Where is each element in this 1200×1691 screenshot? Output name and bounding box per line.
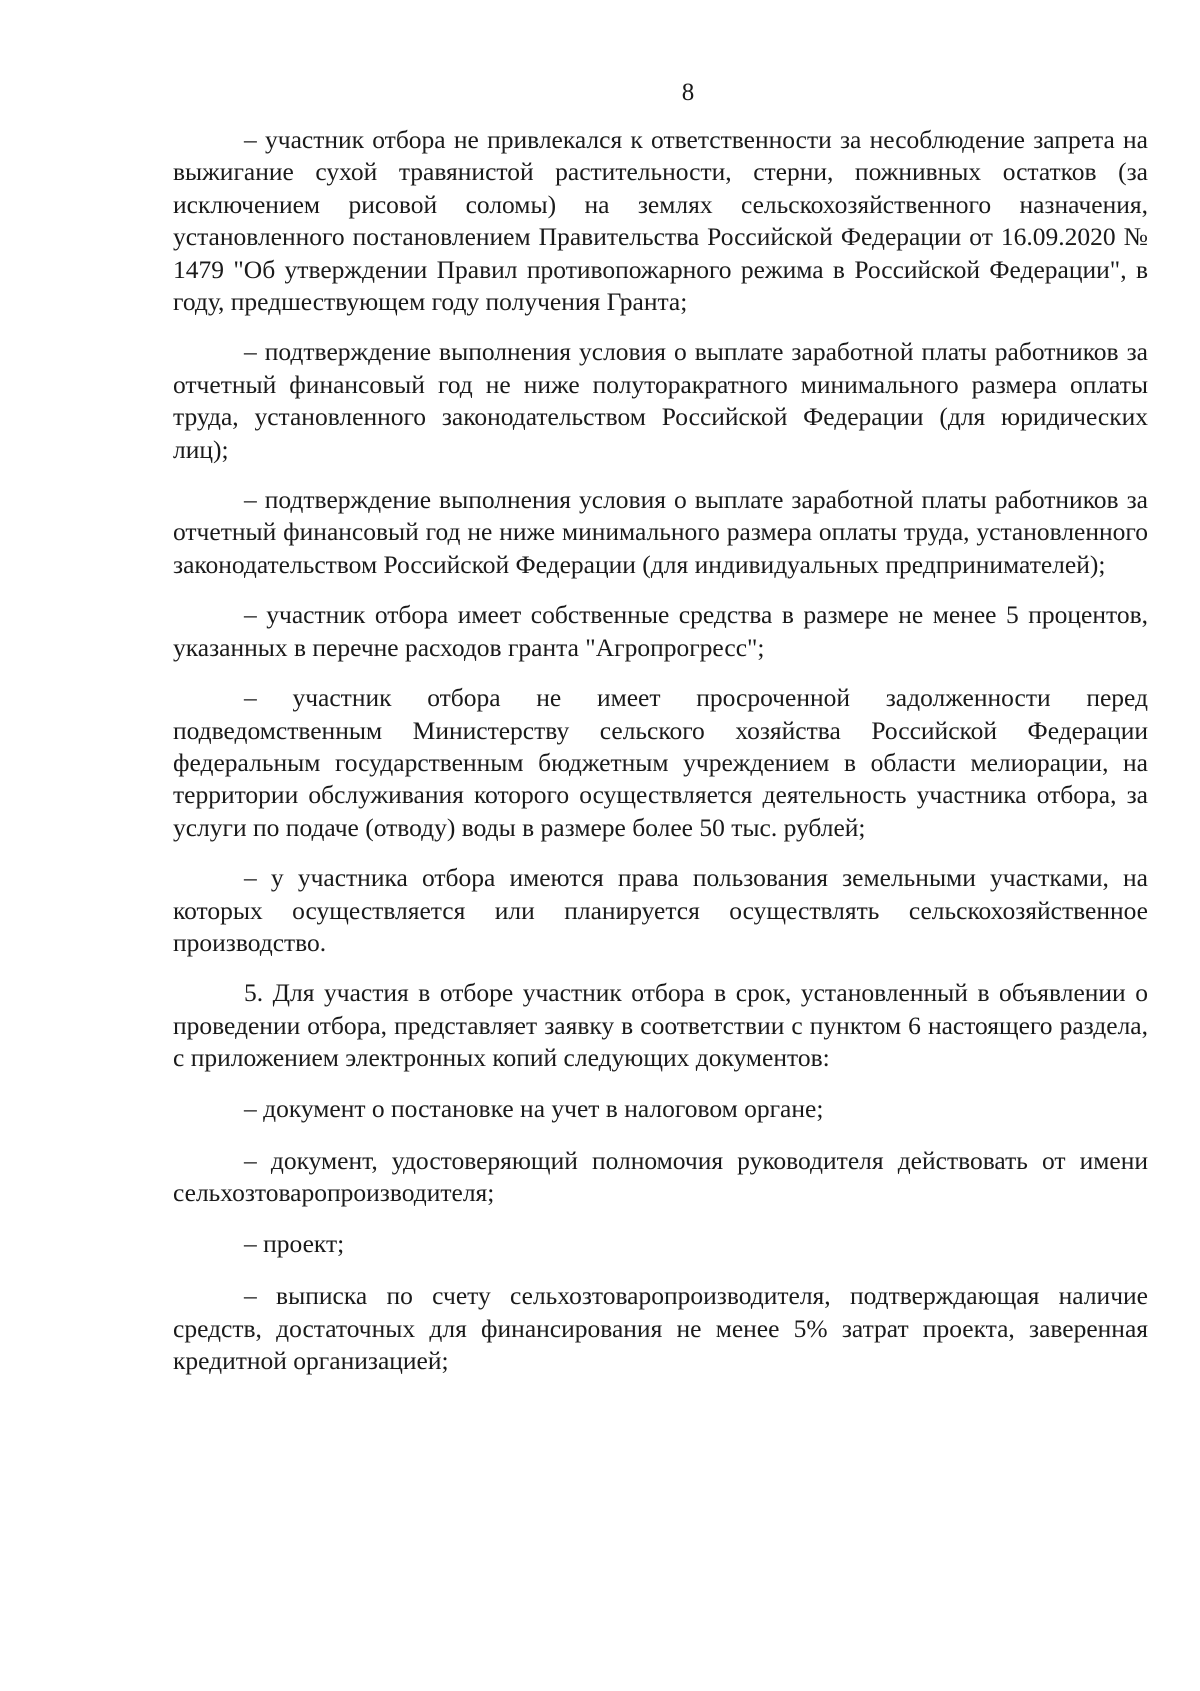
paragraph-land-rights: – у участника отбора имеются права пользования земельными участками, на которых осуществляется или планируется осуществлять сельскохозяйственное производство. <box>173 863 1148 957</box>
list-item-authority-document: – документ, удостоверяющий полномочия руководителя действовать от имени сельхозтоваропроизводителя; <box>173 1145 1148 1208</box>
paragraph-no-overdue-debt: – участник отбора не имеет просроченной задолженности перед подведомственным Министерству сельского хозяйства Российской Федерации федеральным государственным бюджетным учреждением в области мелиорации, на территории обслуживания которого осуществляется деятельность участника отбора, за услуги по подаче (отводу) воды в размере более 50 тыс. рублей; <box>173 683 1148 842</box>
paragraph-salary-legal-entities: – подтверждение выполнения условия о выплате заработной платы работников за отчетный финансовый год не ниже полуторакратного минимального размера оплаты труда, установленного законодательством Российской Федерации (для юридических лиц); <box>173 337 1148 464</box>
list-item-project: – проект; <box>244 1228 345 1258</box>
list-item-tax-registration: – документ о постановке на учет в налоговом органе; <box>244 1093 824 1123</box>
paragraph-fire-regime: – участник отбора не привлекался к ответственности за несоблюдение запрета на выжигание сухой травянистой растительности, стерни, пожнивных остатков (за исключением рисовой соломы) на землях сельскохозяйственного назначения, установленного постановлением Правительства Российской Федерации от 16.09.2020 № 1479 "Об утверждении Правил противопожарного режима в Российской Федерации", в году, предшествующем году получения Гранта; <box>173 125 1148 317</box>
list-item-bank-statement: – выписка по счету сельхозтоваропроизводителя, подтверждающая наличие средств, достаточных для финансирования не менее 5% затрат проекта, заверенная кредитной организацией; <box>173 1281 1148 1375</box>
paragraph-own-funds: – участник отбора имеет собственные средства в размере не менее 5 процентов, указанных в перечне расходов гранта "Агропрогресс"; <box>173 600 1148 662</box>
paragraph-salary-entrepreneurs: – подтверждение выполнения условия о выплате заработной платы работников за отчетный финансовый год не ниже минимального размера оплаты труда, установленного законодательством Российской Федерации (для индивидуальных предпринимателей); <box>173 485 1148 579</box>
document-body <box>173 124 1148 1395</box>
paragraph-application-clause-5: 5. Для участия в отборе участник отбора в срок, установленный в объявлении о проведении отбора, представляет заявку в соответствии с пунктом 6 настоящего раздела, с приложением электронных копий следующих документов: <box>173 978 1148 1073</box>
page-number: 8 <box>681 79 695 106</box>
